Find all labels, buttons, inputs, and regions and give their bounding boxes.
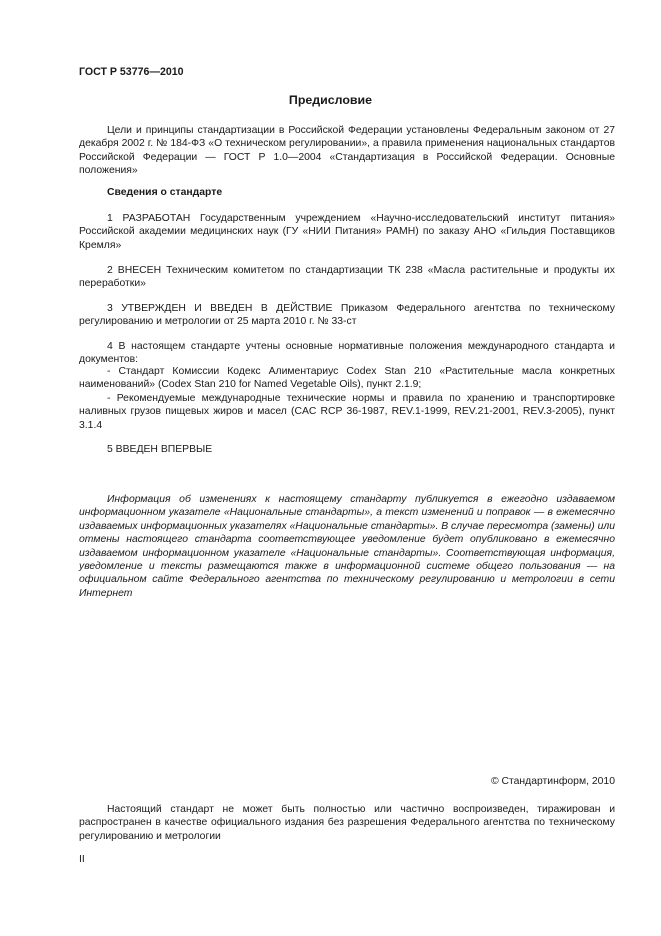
item-2: 2 ВНЕСЕН Техническим комитетом по стандартизации ТК 238 «Масла растительные и продукты их переработки» (79, 265, 615, 290)
item-4-point-b: - Рекомендуемые международные технические нормы и правила по хранению и транспортировке наливных грузов пищевых жиров и масел (CAC RCP 36-1987, REV.1-1999, REV.21-2001, REV.3-2005), пункт 3.1.4 (79, 393, 615, 431)
item-3: 3 УТВЕРЖДЕН И ВВЕДЕН В ДЕЙСТВИЕ Приказом Федерального агентства по техническому регулированию и метрологии от 25 марта 2010 г. № 33-ст (79, 303, 615, 328)
item-5: 5 ВВЕДЕН ВПЕРВЫЕ (107, 444, 213, 455)
intro-paragraph: Цели и принципы стандартизации в Российской Федерации установлены Федеральным законом от 27 декабря 2002 г. № 184-ФЗ «О техническом регулировании», а правила применения национальных стандартов Российской Федерации — ГОСТ Р 1.0—2004 «Стандартизация в Российской Федерации. Основные положения» (79, 125, 615, 177)
page-number: II (79, 854, 85, 865)
page-title: Предисловие (288, 93, 373, 107)
notice-paragraph: Информация об изменениях к настоящему стандарту публикуется в ежегодно издаваемом информационном указателе «Национальные стандарты», а текст изменений и поправок — в ежемесячно издаваемых информационных указателях «Национальные стандарты». В случае пересмотра (замены) или отмены настоящего стандарта соответствующее уведомление будет опубликовано в ежемесячно издаваемом информационном указателе «Национальные стандарты». Соответствующая информация, уведомление и тексты размещаются также в информационной системе общего пользования — на официальном сайте Федерального агентства по техническому регулированию и метрологии в сети Интернет (79, 494, 615, 599)
item-4-point-a: - Стандарт Комиссии Кодекс Алиментариус Codex Stan 210 «Растительные масла конкретных наименований» (Codex Stan 210 for Named Vegetable Oils), пункт 2.1.9; (79, 366, 615, 391)
document-code: ГОСТ Р 53776—2010 (79, 66, 184, 78)
section-heading: Сведения о стандарте (107, 187, 223, 198)
item-4: 4 В настоящем стандарте учтены основные нормативные положения международного стандарта и документов: (79, 341, 615, 366)
copyright-line: © Стандартинформ, 2010 (490, 776, 615, 787)
item-1: 1 РАЗРАБОТАН Государственным учреждением «Научно-исследовательский институт питания» Российской академии медицинских наук (ГУ «НИИ Питания» РАМН) по заказу АНО «Гильдия Поставщиков Кремля» (79, 213, 615, 251)
reproduction-notice: Настоящий стандарт не может быть полностью или частично воспроизведен, тиражирован и распространен в качестве официального издания без разрешения Федерального агентства по техническому регулированию и метрологии (79, 804, 615, 842)
